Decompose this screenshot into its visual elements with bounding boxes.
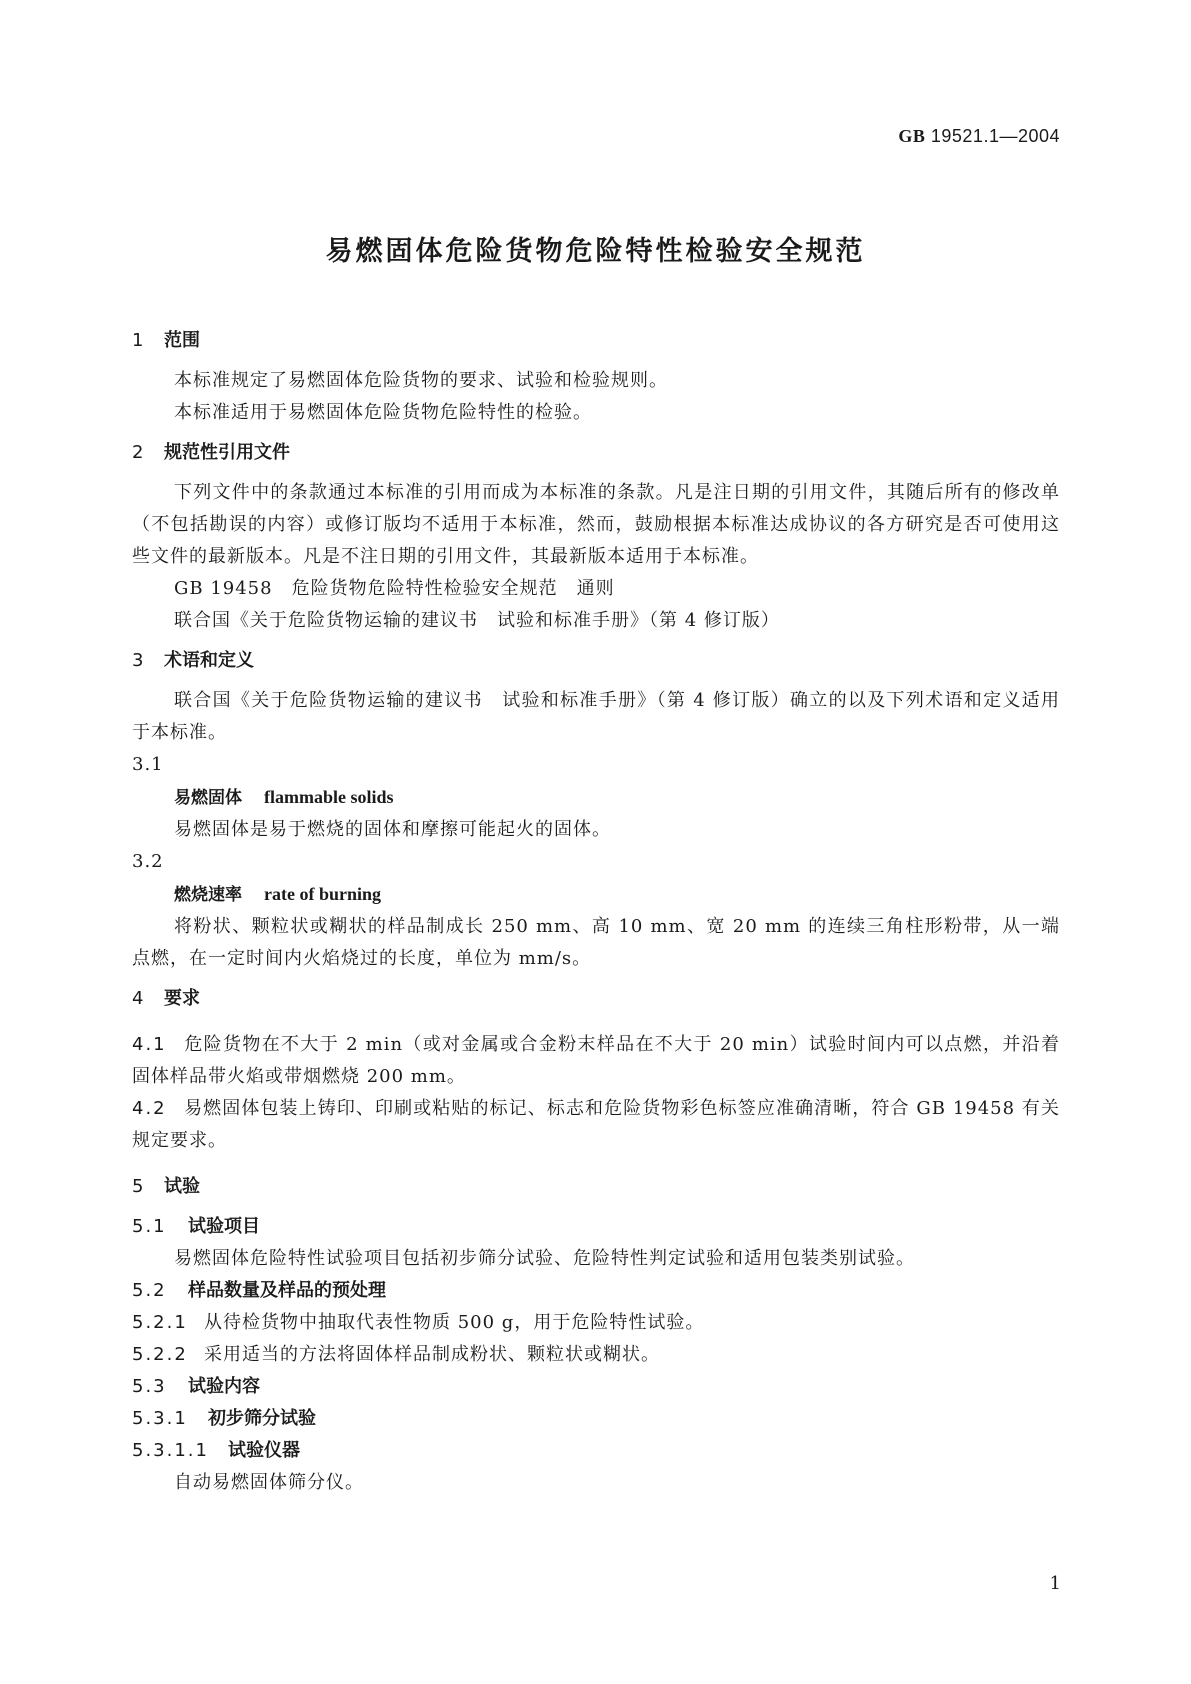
term-number: 3.2 — [132, 851, 164, 872]
document-body — [132, 325, 1060, 1499]
term-number: 3.1 — [132, 754, 164, 775]
term-definition: 易燃固体是易于燃烧的固体和摩擦可能起火的固体。 — [174, 819, 611, 840]
section-4-heading: 4 要求 — [132, 988, 200, 1009]
reference-item: 联合国《关于危险货物运输的建议书 试验和标准手册》（第 4 修订版） — [174, 610, 780, 631]
term-heading: 燃烧速率 rate of burning — [174, 884, 381, 905]
page-number: 1 — [1049, 1573, 1061, 1594]
subsection-5-3-1-heading: 5.3.1 初步筛分试验 — [132, 1408, 316, 1429]
paragraph: 联合国《关于危险货物运输的建议书 试验和标准手册》（第 4 修订版）确立的以及下列术语和定义适用于本标准。 — [132, 690, 1060, 743]
standard-code: GB — [898, 126, 926, 146]
section-1-heading: 1 范围 — [132, 330, 200, 351]
paragraph: 本标准适用于易燃固体危险货物危险特性的检验。 — [174, 402, 592, 423]
clause-4-2: 4.2 易燃固体包装上铸印、印刷或粘贴的标记、标志和危险货物彩色标签应准确清晰，符合 GB 19458 有关规定要求。 — [132, 1098, 1060, 1151]
section-5-heading: 5 试验 — [132, 1176, 200, 1197]
section-2-heading: 2 规范性引用文件 — [132, 442, 290, 463]
subsection-5-1-heading: 5.1 试验项目 — [132, 1216, 260, 1237]
subsection-5-2-heading: 5.2 样品数量及样品的预处理 — [132, 1280, 386, 1301]
standard-number — [898, 126, 1060, 147]
document-title: 易燃固体危险货物危险特性检验安全规范 — [325, 236, 866, 267]
standard-year-number: 19521.1—2004 — [930, 126, 1060, 146]
clause-5-2-1: 5.2.1 从待检货物中抽取代表性物质 500 g，用于危险特性试验。 — [132, 1312, 705, 1333]
term-heading: 易燃固体 flammable solids — [174, 787, 394, 808]
clause-4-1: 4.1 危险货物在不大于 2 min（或对金属或合金粉末样品在不大于 20 min）试验时间内可以点燃，并沿着固体样品带火焰或带烟燃烧 200 mm。 — [132, 1034, 1060, 1087]
subsection-5-3-heading: 5.3 试验内容 — [132, 1376, 260, 1397]
paragraph: 易燃固体危险特性试验项目包括初步筛分试验、危险特性判定试验和适用包装类别试验。 — [174, 1248, 915, 1269]
paragraph: 下列文件中的条款通过本标准的引用而成为本标准的条款。凡是注日期的引用文件，其随后所有的修改单（不包括勘误的内容）或修订版均不适用于本标准，然而，鼓励根据本标准达成协议的各方研究是否可使用这些文件的最新版本。凡是不注日期的引用文件，其最新版本适用于本标准。 — [132, 482, 1060, 567]
subsection-5-3-1-1-heading: 5.3.1.1 试验仪器 — [132, 1440, 300, 1461]
section-3-heading: 3 术语和定义 — [132, 650, 254, 671]
term-definition: 将粉状、颗粒状或糊状的样品制成长 250 mm、高 10 mm、宽 20 mm 的连续三角柱形粉带，从一端点燃，在一定时间内火焰烧过的长度，单位为 mm/s。 — [132, 916, 1060, 969]
paragraph: 自动易燃固体筛分仪。 — [174, 1472, 364, 1493]
clause-5-2-2: 5.2.2 采用适当的方法将固体样品制成粉状、颗粒状或糊状。 — [132, 1344, 660, 1365]
paragraph: 本标准规定了易燃固体危险货物的要求、试验和检验规则。 — [174, 370, 668, 391]
reference-item: GB 19458 危险货物危险特性检验安全规范 通则 — [174, 578, 615, 599]
